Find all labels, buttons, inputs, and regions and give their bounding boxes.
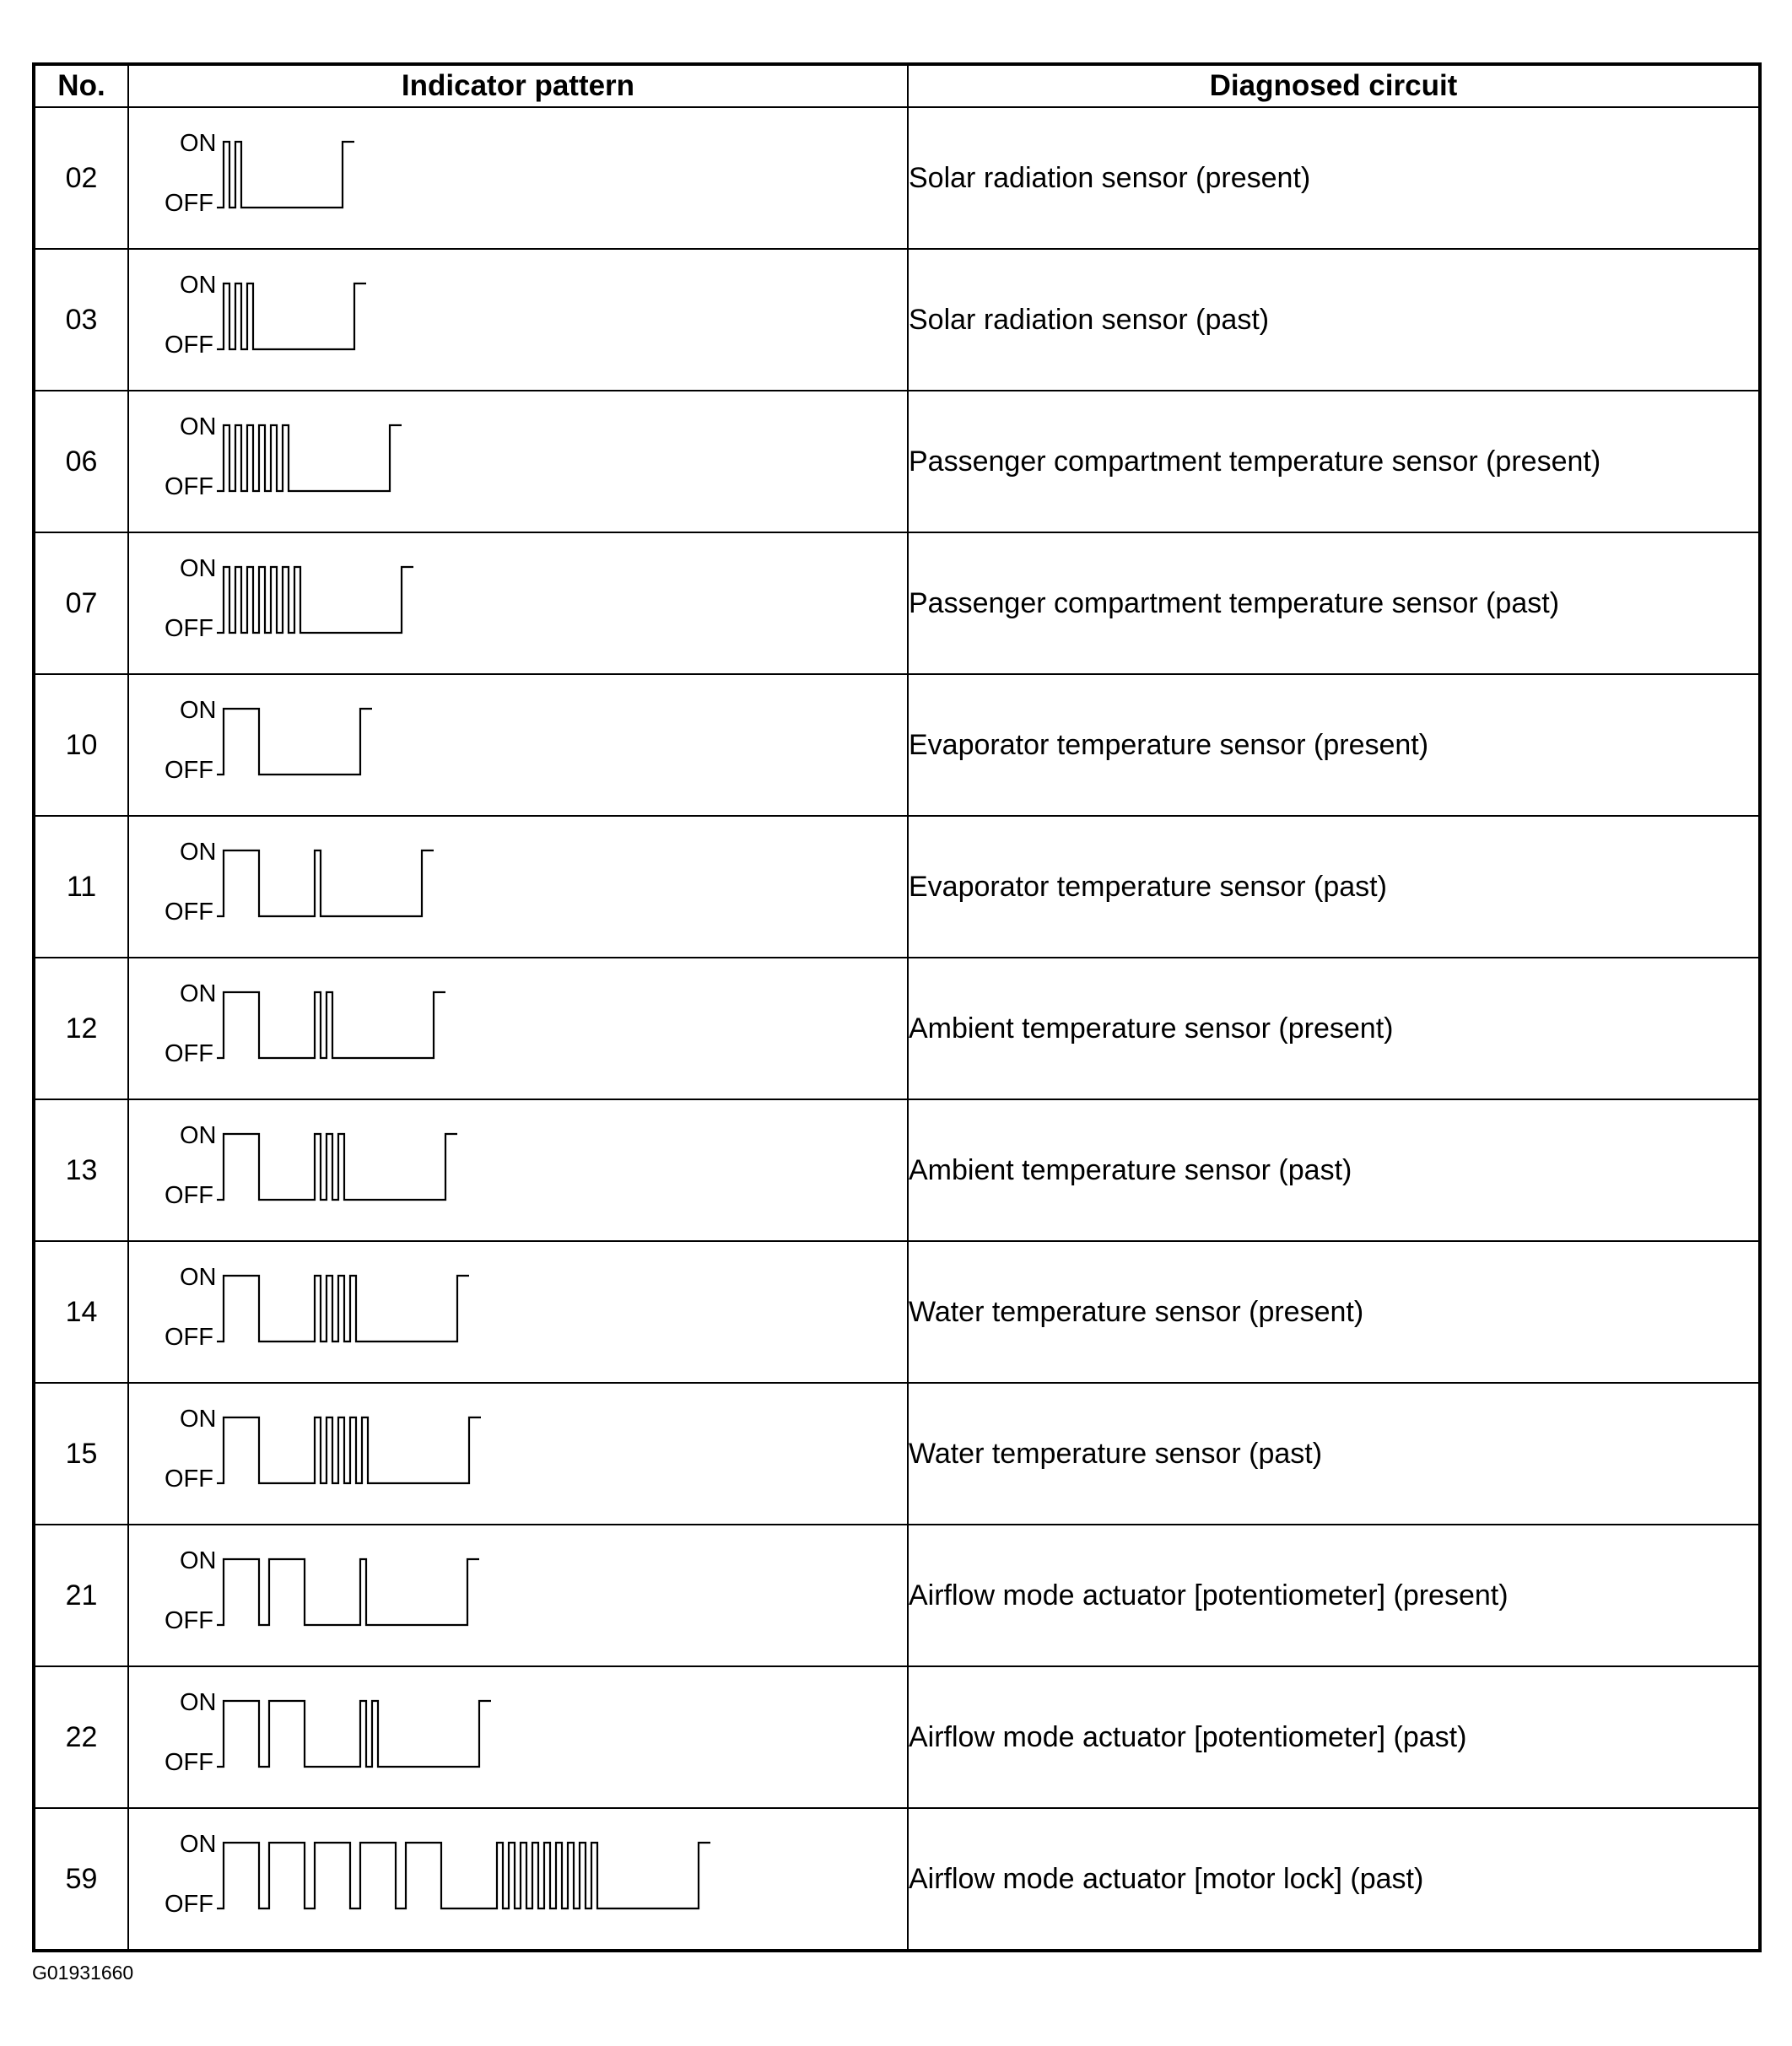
table-row bbox=[34, 1099, 1760, 1241]
header-indicator-pattern: Indicator pattern bbox=[128, 64, 908, 107]
on-label: ON bbox=[180, 697, 217, 724]
off-label: OFF bbox=[165, 757, 213, 784]
code-number: 03 bbox=[34, 249, 128, 391]
waveform bbox=[129, 1242, 907, 1382]
diagnosed-circuit: Ambient temperature sensor (present) bbox=[908, 958, 1760, 1099]
indicator-pattern bbox=[128, 107, 908, 249]
table-row bbox=[34, 532, 1760, 674]
diagnosed-circuit: Passenger compartment temperature sensor (present) bbox=[908, 391, 1760, 532]
table-row bbox=[34, 391, 1760, 532]
waveform bbox=[129, 675, 907, 815]
on-label: ON bbox=[180, 413, 217, 440]
indicator-pattern bbox=[128, 391, 908, 532]
indicator-pattern bbox=[128, 249, 908, 391]
code-number: 15 bbox=[34, 1383, 128, 1525]
code-number: 07 bbox=[34, 532, 128, 674]
indicator-pattern bbox=[128, 1241, 908, 1383]
waveform-line bbox=[217, 709, 372, 775]
table-row bbox=[34, 674, 1760, 816]
diagnosed-circuit: Evaporator temperature sensor (past) bbox=[908, 816, 1760, 958]
waveform bbox=[129, 108, 907, 248]
off-label: OFF bbox=[165, 1182, 213, 1209]
indicator-pattern bbox=[128, 1383, 908, 1525]
table-row bbox=[34, 1666, 1760, 1808]
on-label: ON bbox=[180, 1122, 217, 1149]
indicator-pattern bbox=[128, 1525, 908, 1666]
code-number: 13 bbox=[34, 1099, 128, 1241]
on-label: ON bbox=[180, 130, 217, 157]
code-number: 10 bbox=[34, 674, 128, 816]
waveform-line bbox=[217, 1843, 710, 1908]
diagnosed-circuit: Water temperature sensor (present) bbox=[908, 1241, 1760, 1383]
on-label: ON bbox=[180, 272, 217, 299]
code-number: 12 bbox=[34, 958, 128, 1099]
indicator-pattern bbox=[128, 816, 908, 958]
off-label: OFF bbox=[165, 332, 213, 359]
header-diagnosed-circuit: Diagnosed circuit bbox=[908, 64, 1760, 107]
indicator-pattern bbox=[128, 1666, 908, 1808]
on-label: ON bbox=[180, 839, 217, 866]
indicator-pattern bbox=[128, 532, 908, 674]
diagnosed-circuit: Water temperature sensor (past) bbox=[908, 1383, 1760, 1525]
code-number: 59 bbox=[34, 1808, 128, 1951]
waveform bbox=[129, 817, 907, 957]
off-label: OFF bbox=[165, 1040, 213, 1067]
table-row bbox=[34, 958, 1760, 1099]
on-label: ON bbox=[180, 1547, 217, 1574]
code-number: 06 bbox=[34, 391, 128, 532]
code-number: 11 bbox=[34, 816, 128, 958]
table-row bbox=[34, 107, 1760, 249]
waveform bbox=[129, 1525, 907, 1665]
figure-id: G01931660 bbox=[32, 1962, 134, 1984]
waveform bbox=[129, 958, 907, 1099]
code-number: 14 bbox=[34, 1241, 128, 1383]
diagnosed-circuit: Ambient temperature sensor (past) bbox=[908, 1099, 1760, 1241]
code-number: 22 bbox=[34, 1666, 128, 1808]
waveform-line bbox=[217, 992, 445, 1058]
waveform bbox=[129, 250, 907, 390]
waveform-line bbox=[217, 1701, 491, 1767]
off-label: OFF bbox=[165, 899, 213, 926]
table-row bbox=[34, 1383, 1760, 1525]
on-label: ON bbox=[180, 1406, 217, 1433]
diagnosed-circuit: Passenger compartment temperature sensor (past) bbox=[908, 532, 1760, 674]
waveform-line bbox=[217, 142, 354, 208]
on-label: ON bbox=[180, 1831, 217, 1858]
waveform-line bbox=[217, 850, 434, 916]
waveform-line bbox=[217, 425, 402, 491]
table-row bbox=[34, 249, 1760, 391]
code-number: 02 bbox=[34, 107, 128, 249]
indicator-pattern bbox=[128, 1099, 908, 1241]
off-label: OFF bbox=[165, 1891, 213, 1918]
waveform-line bbox=[217, 567, 413, 633]
waveform-line bbox=[217, 1134, 457, 1200]
on-label: ON bbox=[180, 1689, 217, 1716]
waveform-line bbox=[217, 283, 366, 349]
indicator-pattern bbox=[128, 958, 908, 1099]
code-table bbox=[32, 62, 1762, 1952]
waveform bbox=[129, 1384, 907, 1524]
indicator-pattern bbox=[128, 674, 908, 816]
off-label: OFF bbox=[165, 615, 213, 642]
waveform bbox=[129, 1809, 907, 1949]
table-row bbox=[34, 1808, 1760, 1951]
header-row bbox=[34, 64, 1760, 107]
waveform bbox=[129, 533, 907, 673]
off-label: OFF bbox=[165, 1466, 213, 1493]
off-label: OFF bbox=[165, 473, 213, 500]
diagnosed-circuit: Solar radiation sensor (present) bbox=[908, 107, 1760, 249]
waveform-line bbox=[217, 1276, 469, 1342]
diagnosed-circuit: Airflow mode actuator [potentiometer] (past) bbox=[908, 1666, 1760, 1808]
diagnosed-circuit: Airflow mode actuator [potentiometer] (present) bbox=[908, 1525, 1760, 1666]
off-label: OFF bbox=[165, 1607, 213, 1634]
header-no: No. bbox=[34, 64, 128, 107]
table-row bbox=[34, 1241, 1760, 1383]
waveform-line bbox=[217, 1559, 479, 1625]
on-label: ON bbox=[180, 980, 217, 1007]
table-row bbox=[34, 1525, 1760, 1666]
diagnosed-circuit: Solar radiation sensor (past) bbox=[908, 249, 1760, 391]
on-label: ON bbox=[180, 1264, 217, 1291]
waveform bbox=[129, 1100, 907, 1240]
table-row bbox=[34, 816, 1760, 958]
off-label: OFF bbox=[165, 1749, 213, 1776]
off-label: OFF bbox=[165, 1324, 213, 1351]
on-label: ON bbox=[180, 555, 217, 582]
indicator-pattern bbox=[128, 1808, 908, 1951]
diagnosed-circuit: Evaporator temperature sensor (present) bbox=[908, 674, 1760, 816]
off-label: OFF bbox=[165, 190, 213, 217]
code-number: 21 bbox=[34, 1525, 128, 1666]
waveform bbox=[129, 1667, 907, 1807]
waveform bbox=[129, 391, 907, 532]
diagnosed-circuit: Airflow mode actuator [motor lock] (past) bbox=[908, 1808, 1760, 1951]
waveform-line bbox=[217, 1417, 481, 1483]
